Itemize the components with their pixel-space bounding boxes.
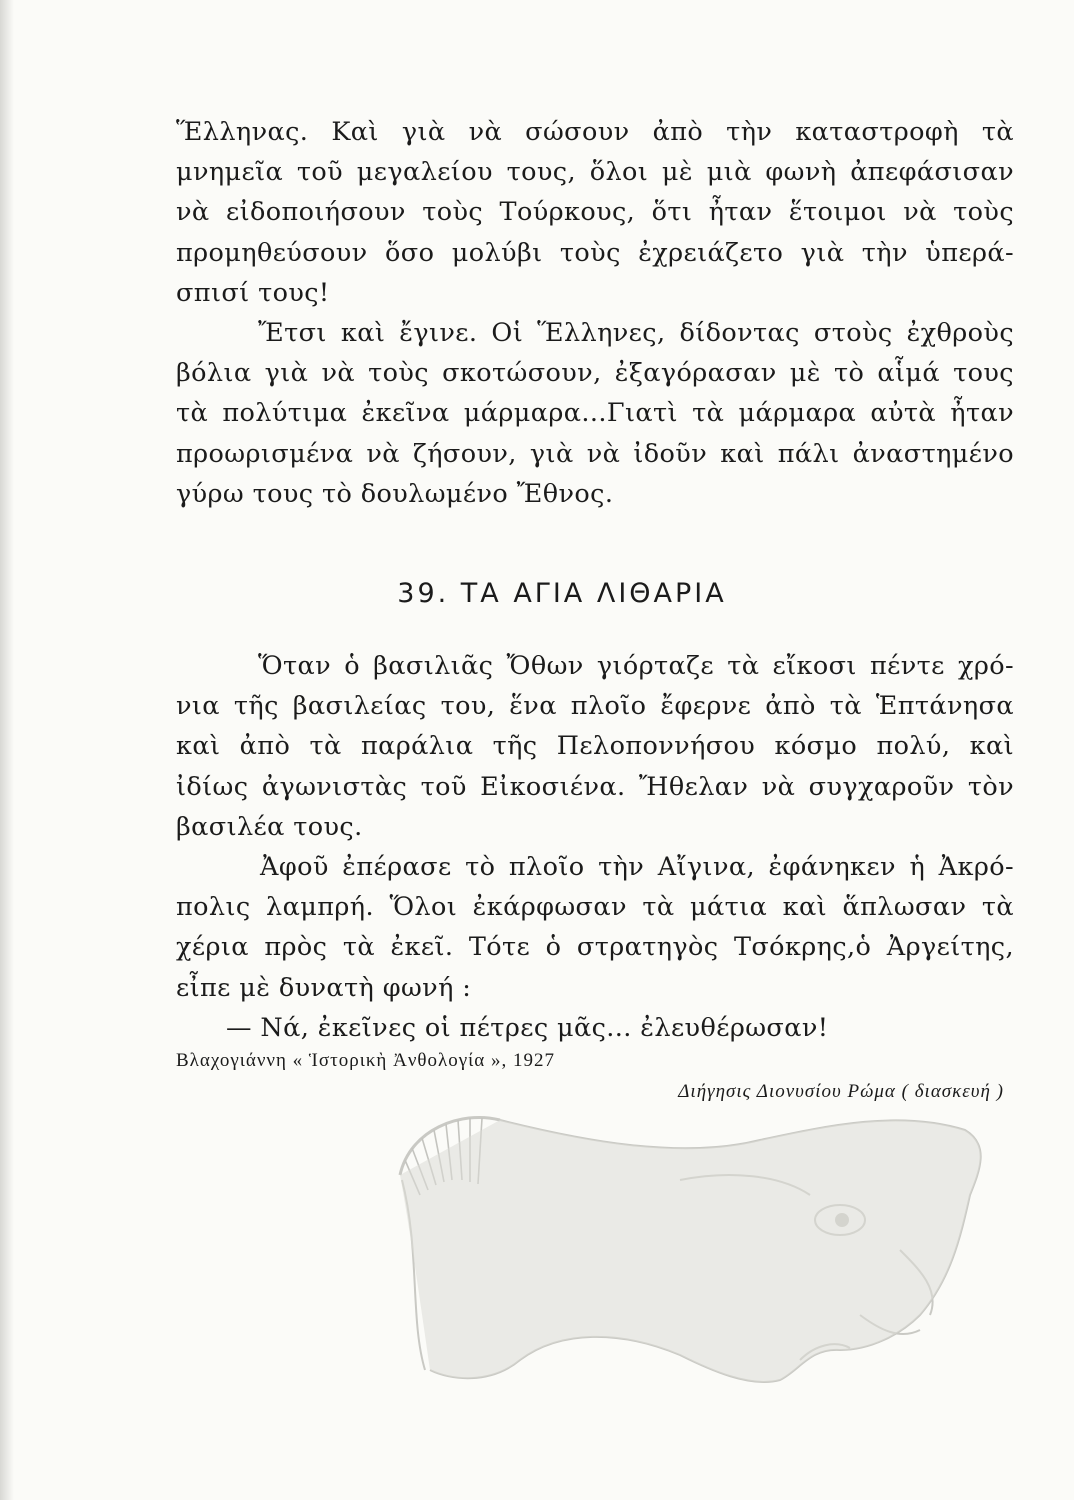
text-line: νια τῆς βασιλείας του, ἕνα πλοῖο ἔφερνε ἀπὸ τὰ Ἑπτάνησα: [176, 691, 1014, 722]
horse-head-illustration: [380, 1100, 1020, 1390]
page-edge-shadow: [0, 0, 14, 1500]
text-line: βασιλέα τους.: [176, 811, 363, 842]
text-line: γύρω τους τὸ δουλωμένο Ἔθνος.: [176, 478, 614, 509]
quote-line: — Νά, ἐκεῖνες οἱ πέτρες μᾶς... ἐλευθέρωσαν!: [226, 1012, 829, 1043]
source-citation: Βλαχογιάννη « Ἱστορικὴ Ἀνθολογία », 1927: [176, 1050, 555, 1071]
source-narration: Διήγησις Διονυσίου Ρώμα ( διασκευή ): [678, 1081, 1004, 1102]
text-line: Ἕλληνας. Καὶ γιὰ νὰ σώσουν ἀπὸ τὴν καταστροφὴ τὰ: [176, 117, 1014, 147]
paragraph-1-2: [176, 112, 1014, 514]
text-line: σπισί τους!: [176, 277, 330, 308]
paragraph-3-4: [176, 646, 1014, 1048]
section-title: 39. ΤΑ ΑΓΙΑ ΛΙΘΑΡΙΑ: [397, 578, 727, 609]
text-line: πολις λαμπρή. Ὅλοι ἐκάρφωσαν τὰ μάτια καὶ ἅπλωσαν τὰ: [176, 892, 1014, 923]
text-line: χέρια πρὸς τὰ ἐκεῖ. Τότε ὁ στρατηγὸς Τσόκρης,ὁ Ἀργείτης,: [176, 932, 1014, 963]
text-line: Ἀφοῦ ἐπέρασε τὸ πλοῖο τὴν Αἴγινα, ἐφάνηκεν ἡ Ἀκρό-: [260, 851, 1014, 882]
text-line: Ἔτσι καὶ ἔγινε. Οἱ Ἕλληνες, δίδοντας στοὺς ἐχθροὺς: [258, 317, 1014, 348]
text-line: νὰ εἰδοποιήσουν τοὺς Τούρκους, ὅτι ἦταν ἕτοιμοι νὰ τοὺς: [176, 197, 1014, 228]
text-line: καὶ ἀπὸ τὰ παράλια τῆς Πελοποννήσου κόσμο πολύ, καὶ: [176, 731, 1014, 762]
text-line: προμηθεύσουν ὅσο μολύβι τοὺς ἐχρειάζετο γιὰ τὴν ὑπερά-: [176, 237, 1014, 268]
text-line: προωρισμένα νὰ ζήσουν, γιὰ νὰ ἰδοῦν καὶ πάλι ἀναστημένο: [176, 438, 1014, 469]
text-line: βόλια γιὰ νὰ τοὺς σκοτώσουν, ἐξαγόρασαν μὲ τὸ αἷμά τους: [176, 358, 1014, 389]
text-line: ἰδίως ἀγωνιστὰς τοῦ Εἰκοσιένα. Ἤθελαν νὰ συγχαροῦν τὸν: [176, 771, 1014, 802]
text-line: Ὅταν ὁ βασιλιᾶς Ὄθων γιόρταζε τὰ εἴκοσι πέντε χρό-: [258, 651, 1014, 681]
text-line: μνημεῖα τοῦ μεγαλείου τους, ὅλοι μὲ μιὰ φωνὴ ἀπεφάσισαν: [176, 157, 1014, 188]
text-line: εἶπε μὲ δυνατὴ φωνή :: [176, 972, 472, 1003]
text-line: τὰ πολύτιμα ἐκεῖνα μάρμαρα...Γιατὶ τὰ μάρμαρα αὐτὰ ἦταν: [176, 398, 1014, 429]
